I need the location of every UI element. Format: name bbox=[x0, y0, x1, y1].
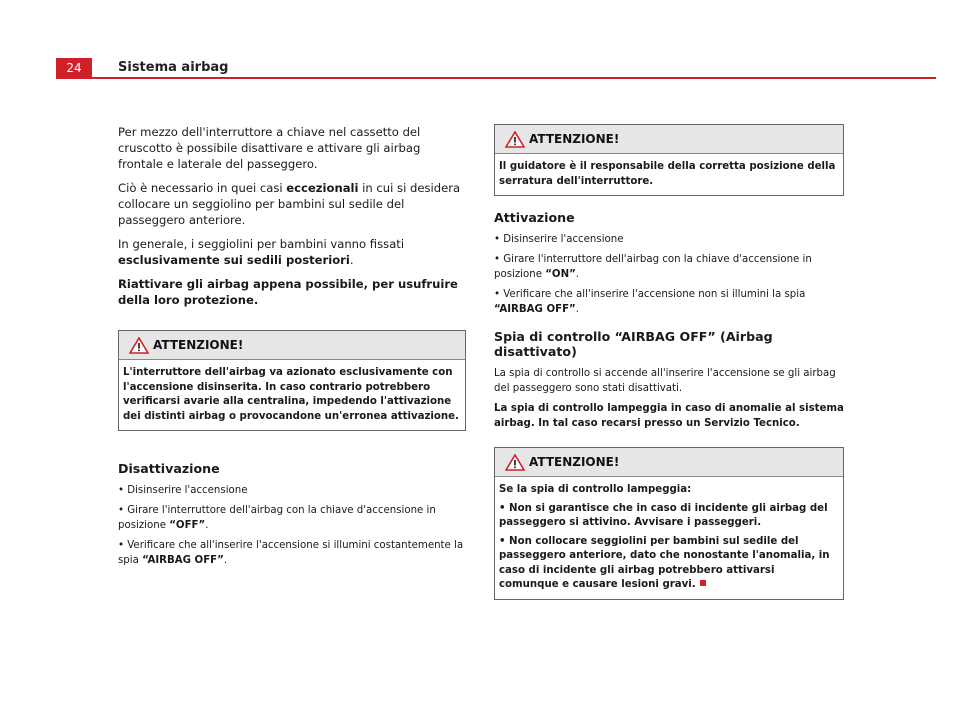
deactivation-step-2: • Girare l'interruttore dell'airbag con la chiave d'accensione in posizione “OFF”. bbox=[118, 505, 436, 531]
warning-header bbox=[495, 125, 843, 154]
activation-heading: Attivazione bbox=[494, 210, 575, 225]
activation-step-3: • Verificare che all'inserire l'accensione non si illumini la spia “AIRBAG OFF”. bbox=[494, 289, 806, 315]
section-title: Sistema airbag bbox=[118, 60, 229, 75]
deactivation-step-1: • Disinserire l'accensione bbox=[118, 485, 248, 496]
warning-triangle-icon bbox=[505, 454, 525, 475]
warning-text: L'interruttore dell'airbag va azionato esclusivamente con l'accensione disinserita. In caso contrario potrebbero verificarsi avarie alla centralina, impedendo l'attivazione dei distinti airbag o provocandone un'erronea attivazione. bbox=[123, 367, 459, 422]
deactivation-section bbox=[118, 461, 466, 568]
warning-triangle-icon bbox=[129, 337, 149, 358]
warning-box-responsibility bbox=[494, 124, 844, 196]
warning-title: ATTENZIONE! bbox=[153, 338, 244, 352]
warning-triangle-icon bbox=[505, 131, 525, 152]
activation-step-2: • Girare l'interruttore dell'airbag con la chiave d'accensione in posizione “ON”. bbox=[494, 254, 812, 280]
warning-box-blinking bbox=[494, 447, 844, 600]
indicator-heading: Spia di controllo “AIRBAG OFF” (Airbag disattivato) bbox=[494, 329, 773, 359]
deactivation-step-3: • Verificare che all'inserire l'accensione si illumini costantemente la spia “AIRBAG OFF”. bbox=[118, 540, 464, 566]
indicator-blink-paragraph: La spia di controllo lampeggia in caso di anomalie al sistema airbag. In tal caso recarsi presso un Servizio Tecnico. bbox=[494, 403, 844, 429]
warning-line-3: • Non collocare seggiolini per bambini sul sedile del passeggero anteriore, dato che nonostante l'anomalia, in caso di incidente gli airbag potrebbero attivarsi comunque e causare lesioni gravi. bbox=[499, 535, 830, 590]
indicator-paragraph: La spia di controllo si accende all'inserire l'accensione se gli airbag del passeggero sono stati disattivati. bbox=[494, 368, 836, 394]
warning-line-1: Se la spia di controllo lampeggia: bbox=[499, 484, 692, 495]
rear-seats-paragraph: In generale, i seggiolini per bambini vanno fissati esclusivamente sui sedili posteriori. bbox=[118, 237, 405, 267]
header-rule bbox=[56, 77, 936, 79]
warning-box-switch bbox=[118, 330, 466, 431]
right-column bbox=[494, 124, 844, 600]
warning-body bbox=[495, 477, 843, 599]
end-of-section-marker bbox=[700, 580, 706, 586]
warning-title: ATTENZIONE! bbox=[529, 132, 620, 146]
warning-line-2: • Non si garantisce che in caso di incidente gli airbag del passeggero si attivino. Avvisare i passeggeri. bbox=[499, 502, 828, 528]
intro-paragraph: Per mezzo dell'interruttore a chiave nel cassetto del cruscotto è possibile disattivare e attivare gli airbag frontale e laterale del passeggero. bbox=[118, 125, 421, 171]
page-number: 24 bbox=[56, 58, 92, 78]
activation-step-1: • Disinserire l'accensione bbox=[494, 234, 624, 245]
reactivate-paragraph: Riattivare gli airbag appena possibile, per usufruire della loro protezione. bbox=[118, 277, 458, 307]
deactivation-heading: Disattivazione bbox=[118, 461, 220, 476]
exception-paragraph: Ciò è necessario in quei casi eccezionali in cui si desidera collocare un seggiolino per bambini sul sedile del passeggero anteriore. bbox=[118, 181, 461, 227]
warning-text: Il guidatore è il responsabile della corretta posizione della serratura dell'interruttore. bbox=[499, 161, 836, 187]
indicator-section bbox=[494, 329, 844, 431]
warning-header bbox=[119, 331, 465, 360]
warning-header bbox=[495, 448, 843, 477]
activation-section bbox=[494, 210, 844, 317]
left-column bbox=[118, 124, 466, 573]
warning-title: ATTENZIONE! bbox=[529, 455, 620, 469]
